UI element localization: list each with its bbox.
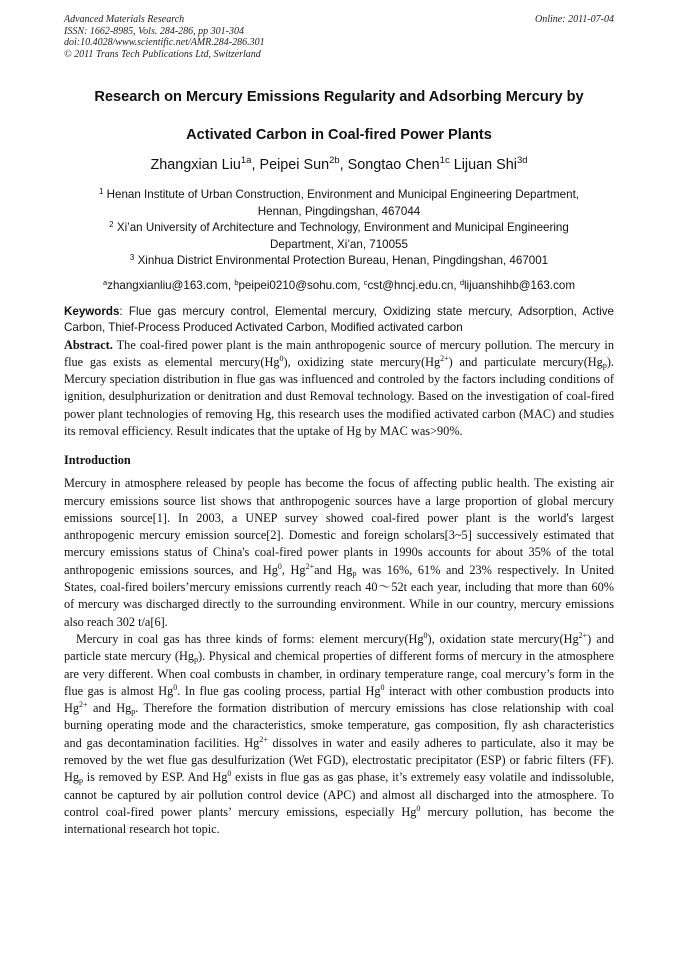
intro-paragraph-1 <box>64 475 614 631</box>
body-text: ) and particle state mercury (Hg <box>64 631 614 664</box>
keywords-label: Keywords <box>64 304 120 318</box>
email-address[interactable]: cst@hncj.edu.cn <box>367 278 454 292</box>
body-text: was 16%, 61% and 23% respectively. In United States, coal-fired boilers’mercury emissions currently reach 40～52t each year, including that more than 60% of mercury was discharged directly to the surrounding environment. While in our country, mercury emissions also reach 302 t/a[6]. <box>64 562 615 629</box>
body-text: and Hg <box>87 701 132 716</box>
affiliation-2-line-2: Department, Xi’an, 710055 <box>270 237 408 251</box>
paper-page <box>64 14 614 839</box>
author-superscript: 1a <box>240 155 252 166</box>
author-superscript: 3d <box>516 155 528 166</box>
abstract-text: The coal-fired power plant is the main anthropogenic source of mercury pollution. The mercury in flue gas exists as elemental mercury(Hg <box>64 337 614 369</box>
body-text: interact with other combustion products into Hg <box>64 683 615 716</box>
superscript: 0 <box>173 682 178 692</box>
journal-header <box>64 14 614 60</box>
affiliation-text: Henan Institute of Urban Construction, Environment and Municipal Engineering Department, <box>106 188 580 201</box>
abstract-text: ) and particulate mercury(Hg <box>448 354 603 369</box>
intro-paragraph-2 <box>64 631 614 839</box>
email-marker: b <box>234 277 239 287</box>
body-text: , Hg <box>281 562 306 577</box>
journal-name: Advanced Materials Research <box>64 14 185 25</box>
subscript: p <box>602 360 607 370</box>
subscript: p <box>194 655 199 665</box>
affiliation-marker: 1 <box>98 187 104 196</box>
paper-title-line-1: Research on Mercury Emissions Regularity and Adsorbing Mercury by <box>94 89 584 105</box>
affiliation-1-line-2: Hennan, Pingdingshan, 467044 <box>257 204 421 218</box>
email-address[interactable]: peipei0210@sohu.com <box>238 278 358 292</box>
email-separator: , <box>357 278 364 292</box>
author-superscript: 2b <box>329 155 340 166</box>
author-separator: , <box>251 157 260 173</box>
paper-title-line-2: Activated Carbon in Coal-fired Power Plants <box>186 127 492 143</box>
superscript: 0 <box>277 561 282 571</box>
body-text: exists in flue gas as gas phase, it’s extremely easy volatile and indissoluble, cannot be captured by air pollution control device (APC) and almost all discharged into the atmosphere. To control coal-fired power plants’ mercury emissions, especially Hg <box>64 770 614 819</box>
author-superscript: 1c <box>439 155 450 166</box>
affiliations <box>64 187 614 270</box>
body-text: ). Physical and chemical properties of different forms of mercury in the atmosphere are very different. When coal combusts in chamber, in ordinary temperature range, coal mercury’s form in the flue gas is almost Hg <box>64 649 614 698</box>
body-text: Mercury in coal gas has three kinds of forms: element mercury(Hg <box>76 631 424 646</box>
superscript: 0 <box>279 353 284 363</box>
abstract-text: ). Mercury speciation distribution in flue gas was influenced and controled by the factors including conditions of ignition, desulphurization or denitration and dust Removal technology. Based on the investigation of coal-fired power plant technologies of removing Hg, this research uses the modified activated carbon (MAC) and studies its removal efficiency. Result indicates that the uptake of Hg by MAC was>90%. <box>64 354 614 438</box>
affiliation-2-line-1 <box>64 220 614 237</box>
affiliation-1-line-1 <box>64 187 614 204</box>
superscript: 0 <box>423 630 428 640</box>
doi-line: doi:10.4028/www.scientific.net/AMR.284-286.301 <box>64 37 265 48</box>
affiliation-marker: 3 <box>129 253 135 262</box>
author-emails <box>64 278 614 294</box>
superscript: 2+ <box>259 734 268 744</box>
body-text: and Hg <box>314 562 353 577</box>
email-marker: c <box>363 277 368 287</box>
email-marker: d <box>459 277 464 287</box>
body-text: is removed by ESP. And Hg <box>83 770 228 785</box>
affiliation-text: Xi’an University of Architecture and Technology, Environment and Municipal Engineering <box>116 221 569 234</box>
author-list <box>64 156 614 175</box>
superscript: 2+ <box>305 561 315 571</box>
body-text: Mercury in atmosphere released by people has become the focus of affecting public health. The existing air mercury emissions source list shows that anthropogenic sources have a large proportion of global mercury emissions source[1]. In 2003, a UNEP survey showed coal-fired power plant is the world's largest anthropogenic mercury emission source[2]. Domestic and foreign scholars[3~5] successively estimated that mercury emissions status of China's coal-fired power plants in 1990s accounts for about 35% of the total anthropogenic emissions sources, and Hg <box>64 476 614 577</box>
author-name: Lijuan Shi <box>453 157 517 173</box>
superscript: 2+ <box>578 630 588 640</box>
body-text: dissolves in water and easily adheres to particulate, also it may be removed by the wet flue gas desulfurization (Wet FGD), electrostatic precipitator (ESP) or fabric filters (FF). Hg <box>64 735 615 785</box>
body-text: . Therefore the formation distribution of mercury emissions has close relationship with coal burning operating mode and the characteristics, smoke temperature, gas composition, fly ash characteristics and gas decontamination facilities. Hg <box>64 701 614 750</box>
subscript: p <box>131 707 136 717</box>
author-name: Zhangxian Liu <box>150 157 241 173</box>
keywords-paragraph <box>64 304 614 337</box>
superscript: 2+ <box>79 700 88 710</box>
superscript: 0 <box>380 682 385 692</box>
abstract-paragraph <box>64 337 614 441</box>
affiliation-3-line-1 <box>64 253 614 270</box>
issn-line: ISSN: 1662-8985, Vols. 284-286, pp 301-304 <box>64 25 244 37</box>
subscript: p <box>79 776 84 786</box>
author-name: Songtao Chen <box>347 157 440 173</box>
subscript: p <box>352 568 357 578</box>
body-text: ), oxidation state mercury(Hg <box>427 631 579 646</box>
abstract-label: Abstract. <box>64 337 113 352</box>
email-marker: a <box>102 277 108 287</box>
copyright-line: © 2011 Trans Tech Publications Ltd, Switzerland <box>64 48 261 60</box>
affiliation-text: Xinhua District Environmental Protection Bureau, Henan, Pingdingshan, 467001 <box>137 254 549 267</box>
affiliation-marker: 2 <box>109 220 114 229</box>
email-separator: , <box>453 278 460 292</box>
email-address[interactable]: zhangxianliu@163.com <box>107 278 228 292</box>
superscript: 0 <box>416 803 421 813</box>
author-separator: , <box>339 157 348 173</box>
superscript: 2+ <box>440 353 449 363</box>
body-text: mercury pollution, has become the international research hot topic. <box>64 804 614 837</box>
author-name: Peipei Sun <box>259 157 330 173</box>
body-text: . In flue gas cooling process, partial Hg <box>177 683 381 698</box>
online-date: Online: 2011-07-04 <box>535 14 614 25</box>
email-separator: , <box>227 278 235 292</box>
superscript: 0 <box>227 769 232 779</box>
section-heading-introduction: Introduction <box>64 453 131 468</box>
abstract-text: ), oxidizing state mercury(Hg <box>283 354 441 369</box>
keywords-text: : Flue gas mercury control, Elemental mercury, Oxidizing state mercury, Adsorption, Active Carbon, Thief-Process Produced Activated Carbon, Modified activated carbon <box>64 304 614 334</box>
email-address[interactable]: lijuanshihb@163.com <box>463 278 576 292</box>
